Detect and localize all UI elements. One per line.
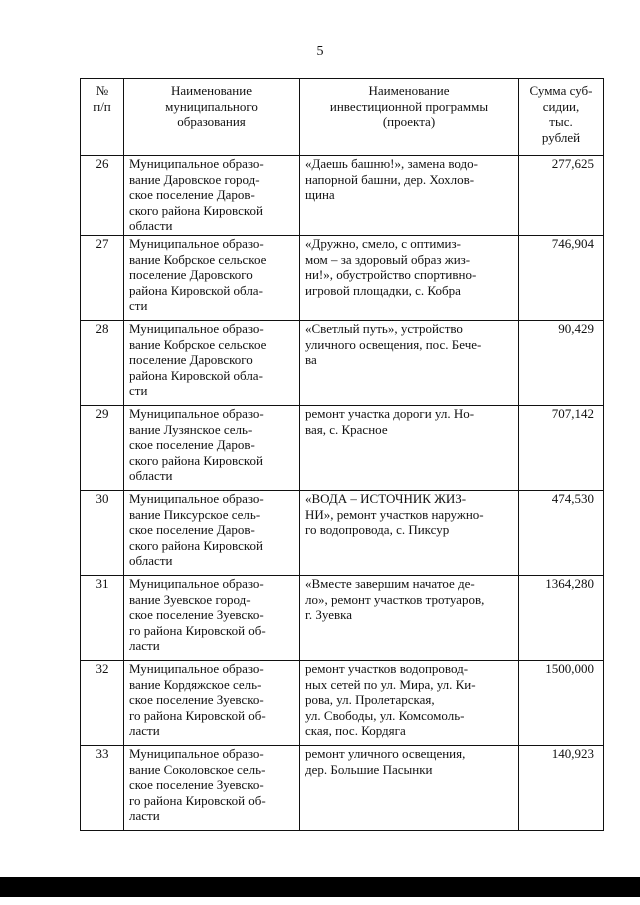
- municipality-cell: Муниципальное образо- вание Пиксурское сель- ское поселение Даров- ского района Кировской области: [124, 491, 300, 576]
- header-number: № п/п: [81, 79, 124, 156]
- row-number: 32: [81, 661, 124, 746]
- program-cell: «Дружно, смело, с оптимиз- мом – за здоровый образ жиз- ни!», обустройство спортивно- игровой площадки, с. Кобра: [300, 236, 519, 321]
- program-cell: «Вместе завершим начатое де- ло», ремонт участков тротуаров, г. Зуевка: [300, 576, 519, 661]
- scan-border-bar: [0, 877, 640, 897]
- table-row: [81, 156, 604, 236]
- table-row: [81, 491, 604, 576]
- municipality-cell: Муниципальное образо- вание Соколовское сель- ское поселение Зуевско- го района Кировской об- ласти: [124, 746, 300, 831]
- table-row: [81, 576, 604, 661]
- table-row: [81, 236, 604, 321]
- municipality-cell: Муниципальное образо- вание Даровское город- ское поселение Даров- ского района Кировской области: [124, 156, 300, 236]
- subsidy-cell: 90,429: [519, 321, 604, 406]
- subsidy-cell: 707,142: [519, 406, 604, 491]
- table-body: [81, 156, 604, 831]
- row-number: 28: [81, 321, 124, 406]
- municipality-cell: Муниципальное образо- вание Кобрское сельское поселение Даровского района Кировской обла- сти: [124, 321, 300, 406]
- subsidy-cell: 746,904: [519, 236, 604, 321]
- row-number: 30: [81, 491, 124, 576]
- municipality-cell: Муниципальное образо- вание Кобрское сельское поселение Даровского района Кировской обла- сти: [124, 236, 300, 321]
- program-cell: «Светлый путь», устройство уличного освещения, пос. Бече- ва: [300, 321, 519, 406]
- table-row: [81, 406, 604, 491]
- subsidy-cell: 277,625: [519, 156, 604, 236]
- row-number: 29: [81, 406, 124, 491]
- program-cell: «ВОДА – ИСТОЧНИК ЖИЗ- НИ», ремонт участков наружно- го водопровода, с. Пиксур: [300, 491, 519, 576]
- header-program: Наименование инвестиционной программы (проекта): [300, 79, 519, 156]
- row-number: 26: [81, 156, 124, 236]
- program-cell: «Даешь башню!», замена водо- напорной башни, дер. Хохлов- щина: [300, 156, 519, 236]
- table-header: [81, 79, 604, 156]
- table-header-row: [81, 79, 604, 156]
- header-municipality: Наименование муниципального образования: [124, 79, 300, 156]
- page-number: 5: [316, 44, 324, 59]
- subsidy-cell: 1364,280: [519, 576, 604, 661]
- program-cell: ремонт участков водопровод- ных сетей по ул. Мира, ул. Ки- рова, ул. Пролетарская, ул. Свободы, ул. Комсомоль- ская, пос. Кордяга: [300, 661, 519, 746]
- program-cell: ремонт уличного освещения, дер. Большие Пасынки: [300, 746, 519, 831]
- program-cell: ремонт участка дороги ул. Но- вая, с. Красное: [300, 406, 519, 491]
- subsidy-cell: 140,923: [519, 746, 604, 831]
- table-row: [81, 746, 604, 831]
- row-number: 27: [81, 236, 124, 321]
- municipality-cell: Муниципальное образо- вание Кордяжское сель- ское поселение Зуевско- го района Кировской об- ласти: [124, 661, 300, 746]
- table-row: [81, 661, 604, 746]
- row-number: 33: [81, 746, 124, 831]
- row-number: 31: [81, 576, 124, 661]
- table-row: [81, 321, 604, 406]
- municipality-cell: Муниципальное образо- вание Зуевское город- ское поселение Зуевско- го района Кировской об- ласти: [124, 576, 300, 661]
- header-subsidy-sum: Сумма суб- сидии, тыс. рублей: [519, 79, 604, 156]
- subsidy-cell: 1500,000: [519, 661, 604, 746]
- municipality-cell: Муниципальное образо- вание Лузянское сель- ское поселение Даров- ского района Кировской области: [124, 406, 300, 491]
- subsidy-table: [80, 78, 604, 831]
- subsidy-cell: 474,530: [519, 491, 604, 576]
